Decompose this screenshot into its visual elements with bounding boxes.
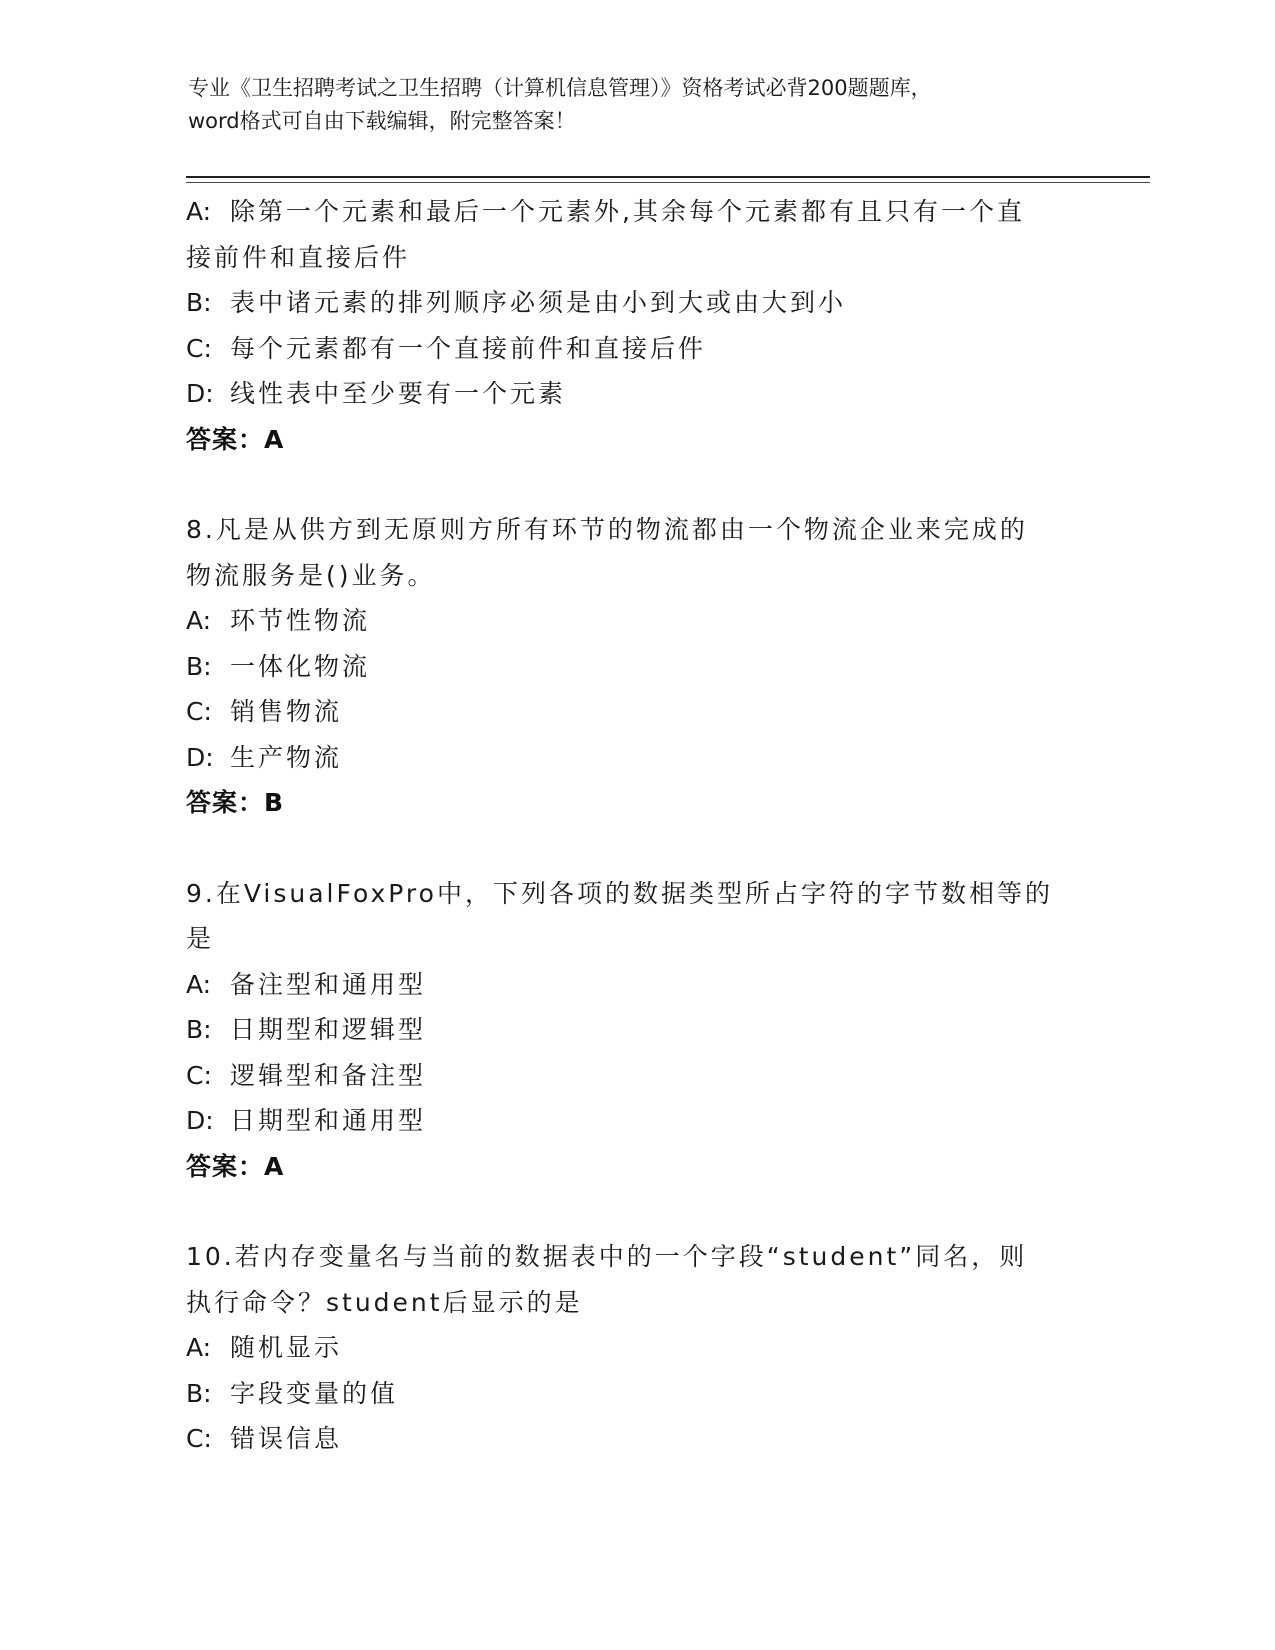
option-label: D:	[186, 379, 214, 408]
question-text-continued: 是	[186, 924, 215, 953]
header-title-line1: 专业《卫生招聘考试之卫生招聘（计算机信息管理）》资格考试必背200题题库，	[188, 76, 932, 100]
question-text-continued: 物流服务是()业务。	[186, 560, 436, 590]
option-text: 日期型和逻辑型	[230, 1015, 427, 1044]
option-b	[186, 1371, 1066, 1417]
option-text: 生产物流	[230, 742, 343, 772]
question-9	[186, 871, 1066, 1190]
option-text: 销售物流	[230, 697, 343, 726]
option-a-continued: 接前件和直接后件	[186, 242, 411, 272]
option-label: D:	[186, 742, 214, 772]
header-divider-thick	[186, 176, 1150, 178]
question-list	[186, 189, 1066, 1507]
option-d	[186, 1098, 1066, 1144]
question-text: 9.在VisualFoxPro中，下列各项的数据类型所占字符的字节数相等的	[186, 878, 1053, 908]
option-label: A:	[186, 606, 212, 635]
option-text: 除第一个元素和最后一个元素外,其余每个元素都有且只有一个直	[230, 197, 1025, 226]
option-label: B:	[186, 288, 212, 317]
option-b	[186, 644, 1066, 690]
option-a	[186, 962, 1066, 1008]
option-a	[186, 1325, 1066, 1371]
option-text: 一体化物流	[230, 651, 371, 681]
option-a	[186, 598, 1066, 644]
option-label: D:	[186, 1106, 214, 1135]
header-title-line2: word格式可自由下载编辑，附完整答案！	[188, 109, 576, 133]
option-text: 随机显示	[230, 1333, 343, 1362]
option-text: 环节性物流	[230, 606, 371, 635]
question-8	[186, 507, 1066, 826]
option-label: A:	[186, 197, 212, 226]
header-divider-thin	[186, 182, 1150, 183]
option-text: 线性表中至少要有一个元素	[230, 379, 567, 408]
option-text: 备注型和通用型	[230, 969, 427, 999]
question-text: 10.若内存变量名与当前的数据表中的一个字段“student”同名，则	[186, 1242, 1028, 1271]
option-label: C:	[186, 697, 212, 726]
option-text: 表中诸元素的排列顺序必须是由小到大或由大到小	[230, 288, 847, 317]
option-b	[186, 280, 1066, 326]
answer: 答案：A	[186, 424, 285, 454]
option-c	[186, 1053, 1066, 1099]
option-text: 字段变量的值	[230, 1378, 399, 1408]
answer: 答案：B	[186, 788, 285, 817]
question-10	[186, 1234, 1066, 1462]
option-text: 逻辑型和备注型	[230, 1060, 427, 1090]
option-c	[186, 689, 1066, 735]
option-c	[186, 326, 1066, 372]
question-7	[186, 189, 1066, 462]
option-label: A:	[186, 969, 212, 999]
option-label: C:	[186, 1424, 212, 1453]
option-d	[186, 371, 1066, 417]
option-a	[186, 189, 1066, 235]
option-label: B:	[186, 1378, 212, 1408]
option-c	[186, 1416, 1066, 1462]
answer: 答案：A	[186, 1151, 285, 1181]
question-text-continued: 执行命令？student后显示的是	[186, 1287, 583, 1317]
option-text: 错误信息	[230, 1424, 343, 1453]
option-b	[186, 1007, 1066, 1053]
document-header	[188, 72, 1088, 138]
option-label: B:	[186, 651, 212, 681]
option-label: B:	[186, 1015, 212, 1044]
option-text: 日期型和通用型	[230, 1106, 427, 1135]
question-text: 8.凡是从供方到无原则方所有环节的物流都由一个物流企业来完成的	[186, 515, 1028, 544]
option-label: A:	[186, 1333, 212, 1362]
option-label: C:	[186, 333, 212, 363]
option-d	[186, 735, 1066, 781]
option-text: 每个元素都有一个直接前件和直接后件	[230, 333, 707, 363]
option-label: C:	[186, 1060, 212, 1090]
